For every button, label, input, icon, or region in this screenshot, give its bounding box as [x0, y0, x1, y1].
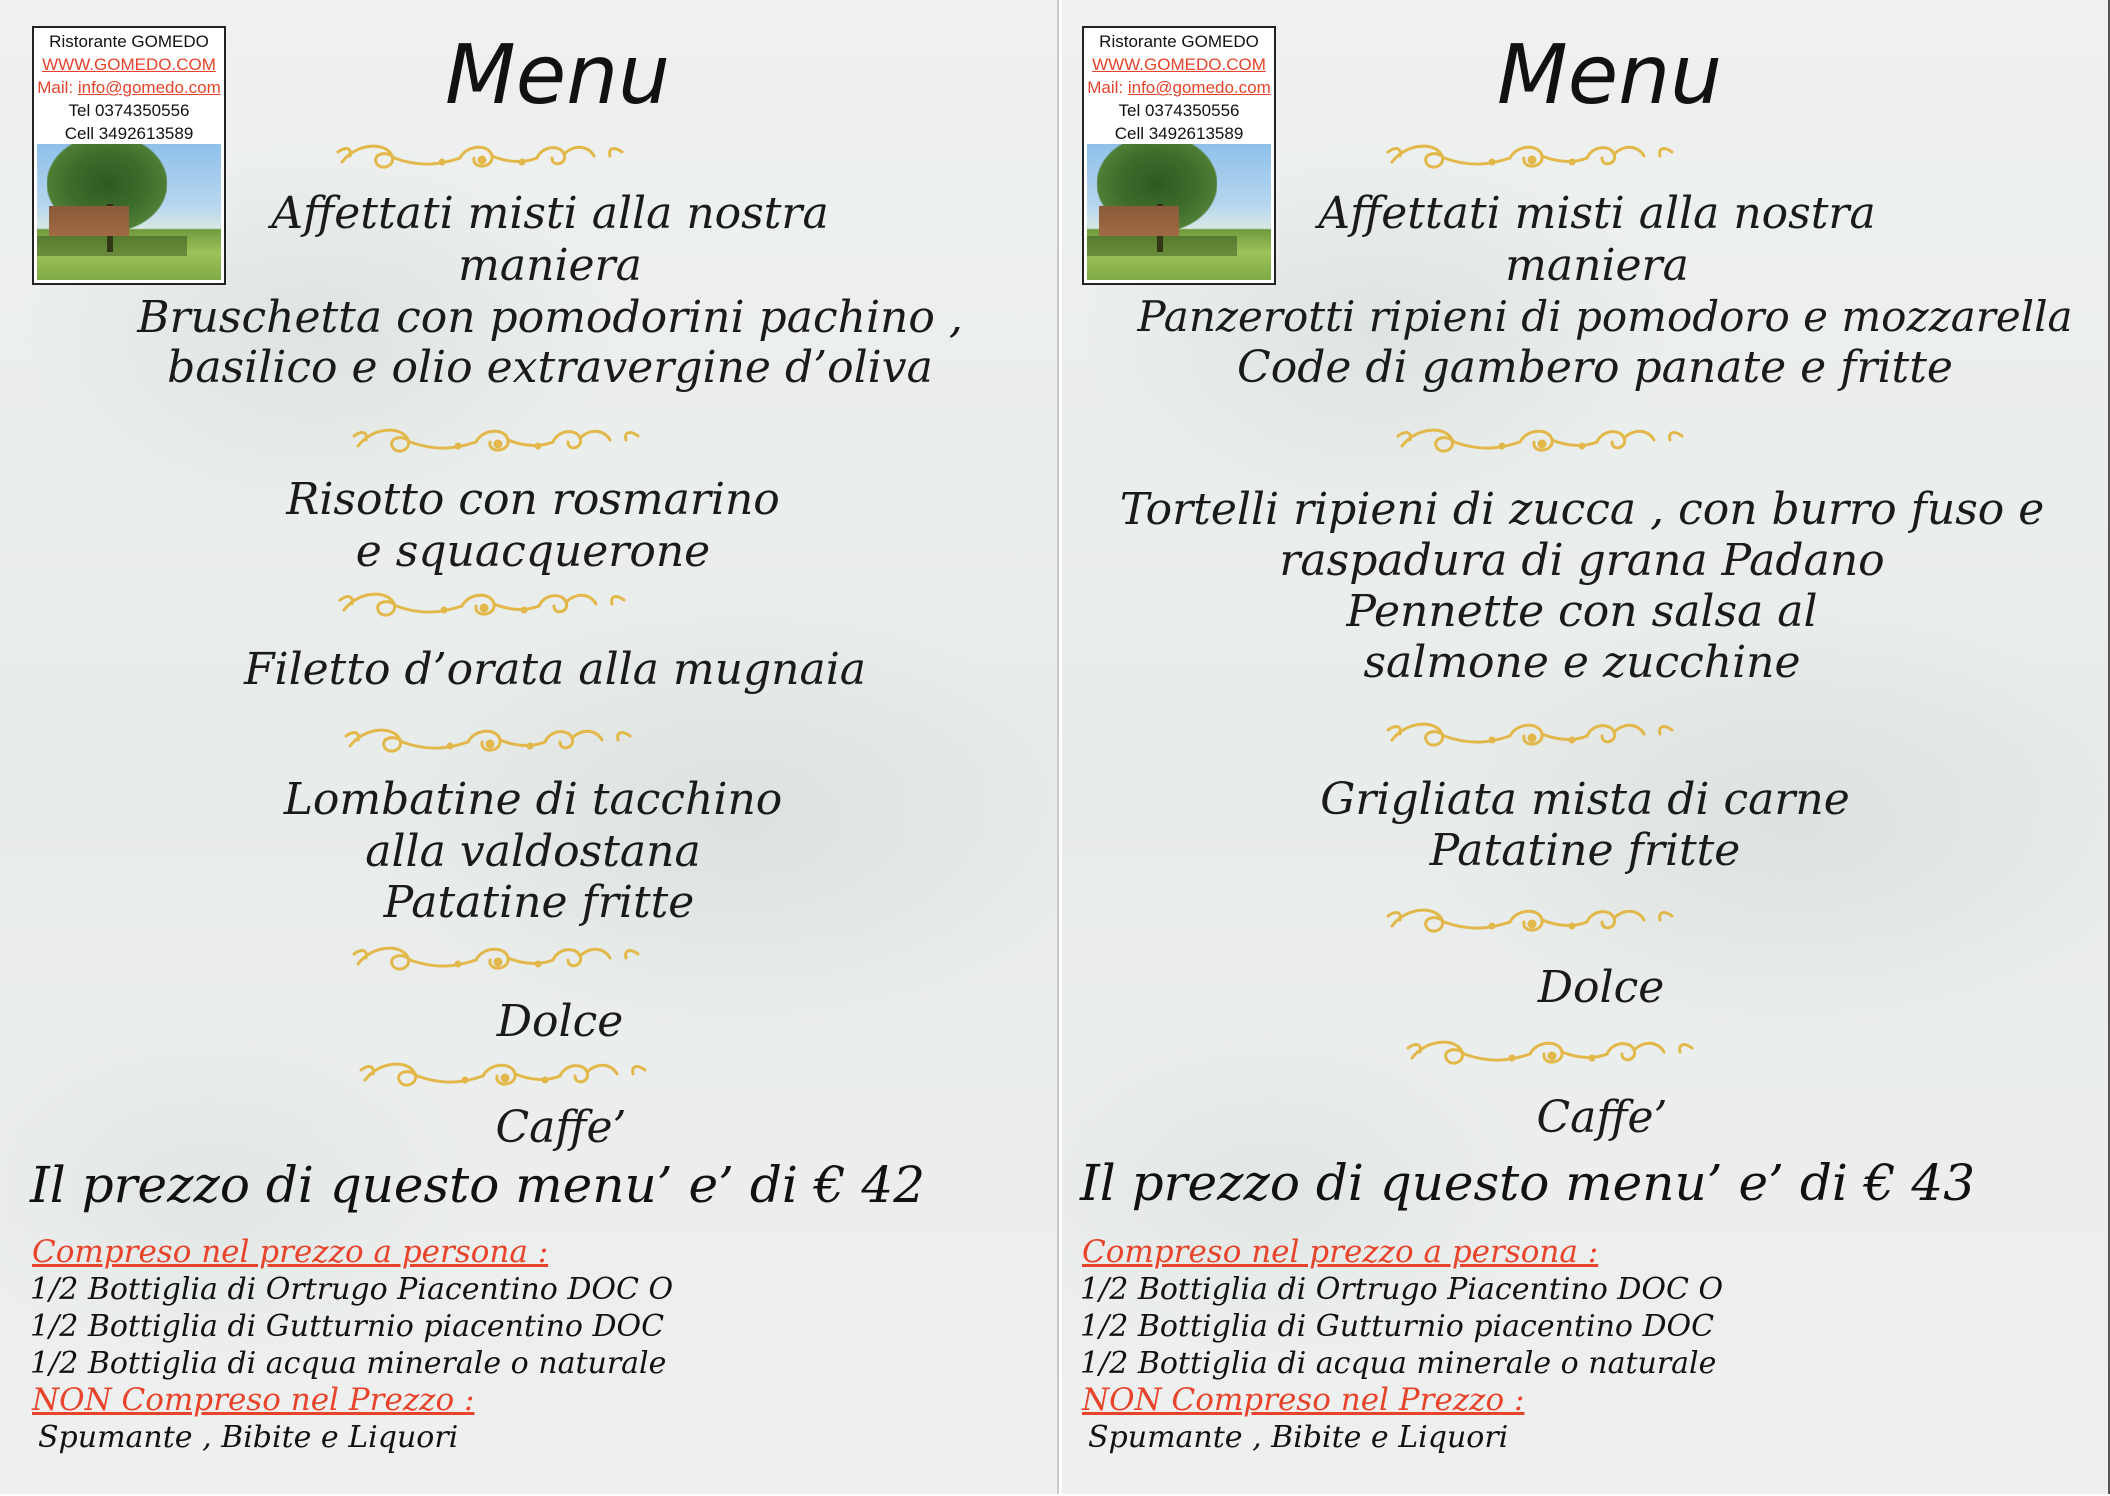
mail-line	[1084, 76, 1274, 99]
menu-page-right	[1062, 0, 2110, 1494]
menu-line: Dolce	[496, 996, 624, 1047]
included-item: 1/2 Bottiglia di Ortrugo Piacentino DOC O	[1080, 1272, 1724, 1307]
not-included-heading: NON Compreso nel Prezzo :	[1082, 1382, 1525, 1418]
mail-line	[34, 76, 224, 99]
not-included-heading: NON Compreso nel Prezzo :	[32, 1382, 475, 1418]
flourish-divider-icon	[1382, 712, 1682, 757]
included-item: 1/2 Bottiglia di Ortrugo Piacentino DOC O	[30, 1272, 674, 1307]
not-included-items: Spumante , Bibite e Liquori	[1088, 1420, 1509, 1455]
menu-line: alla valdostana	[365, 826, 701, 877]
flourish-divider-icon	[334, 582, 634, 627]
flourish-divider-icon	[340, 718, 640, 763]
menu-line: basilico e olio extravergine d’oliva	[167, 342, 933, 393]
telephone: Tel 0374350556	[1118, 101, 1240, 120]
restaurant-name: Ristorante GOMEDO	[1099, 32, 1259, 51]
included-heading: Compreso nel prezzo a persona :	[1082, 1234, 1599, 1270]
included-item: 1/2 Bottiglia di Gutturnio piacentino DOC	[30, 1309, 665, 1344]
website-link[interactable]: WWW.GOMEDO.COM	[1092, 55, 1266, 74]
included-item: 1/2 Bottiglia di acqua minerale o naturale	[1080, 1346, 1717, 1381]
menu-line: maniera	[1505, 240, 1689, 291]
included-item: 1/2 Bottiglia di Gutturnio piacentino DOC	[1080, 1309, 1715, 1344]
flourish-divider-icon	[355, 1052, 655, 1097]
telephone: Tel 0374350556	[68, 101, 190, 120]
menu-line: Panzerotti ripieni di pomodoro e mozzarella	[1137, 292, 2073, 341]
menu-line: salmone e zucchine	[1363, 637, 1801, 688]
menu-title: Menu	[1497, 28, 1723, 123]
mail-label: Mail:	[1087, 78, 1124, 97]
menu-line: Caffe’	[1536, 1092, 1668, 1143]
flourish-divider-icon	[332, 134, 632, 179]
menu-line: Tortelli ripieni di zucca , con burro fuso e	[1119, 484, 2045, 535]
mail-link[interactable]: info@gomedo.com	[77, 78, 221, 97]
menu-line: Caffe’	[495, 1102, 627, 1153]
mail-link[interactable]: info@gomedo.com	[1127, 78, 1271, 97]
menu-price: Il prezzo di questo menu’ e’ di € 43	[1080, 1154, 1976, 1212]
cellphone: Cell 3492613589	[1114, 124, 1244, 143]
menu-line: Bruschetta con pomodorini pachino ,	[137, 292, 963, 343]
menu-line: Lombatine di tacchino	[283, 774, 783, 825]
flourish-divider-icon	[1382, 134, 1682, 179]
menu-line: Risotto con rosmarino	[286, 474, 780, 525]
menu-line: raspadura di grana Padano	[1279, 535, 1885, 586]
menu-line: Grigliata mista di carne	[1320, 774, 1850, 825]
flourish-divider-icon	[1392, 418, 1692, 463]
menu-line: Filetto d’orata alla mugnaia	[243, 644, 867, 695]
mail-label: Mail:	[37, 78, 74, 97]
flourish-divider-icon	[348, 936, 648, 981]
menu-line: Code di gambero panate e fritte	[1237, 342, 1953, 393]
menu-line: e squacquerone	[355, 526, 711, 577]
cellphone: Cell 3492613589	[64, 124, 194, 143]
menu-line: Dolce	[1537, 962, 1665, 1013]
menu-line: Affettati misti alla nostra	[271, 188, 829, 239]
flourish-divider-icon	[1382, 898, 1682, 943]
restaurant-name: Ristorante GOMEDO	[49, 32, 209, 51]
menu-price: Il prezzo di questo menu’ e’ di € 42	[30, 1156, 926, 1214]
flourish-divider-icon	[348, 418, 648, 463]
menu-title: Menu	[445, 28, 671, 123]
menu-line: Pennette con salsa al	[1346, 586, 1818, 637]
flourish-divider-icon	[1402, 1030, 1702, 1075]
website-link[interactable]: WWW.GOMEDO.COM	[42, 55, 216, 74]
not-included-items: Spumante , Bibite e Liquori	[38, 1420, 459, 1455]
menu-line: Affettati misti alla nostra	[1318, 188, 1876, 239]
menu-line: maniera	[458, 240, 642, 291]
menu-line: Patatine fritte	[383, 877, 695, 928]
menu-line: Patatine fritte	[1429, 825, 1741, 876]
included-heading: Compreso nel prezzo a persona :	[32, 1234, 549, 1270]
included-item: 1/2 Bottiglia di acqua minerale o naturale	[30, 1346, 667, 1381]
